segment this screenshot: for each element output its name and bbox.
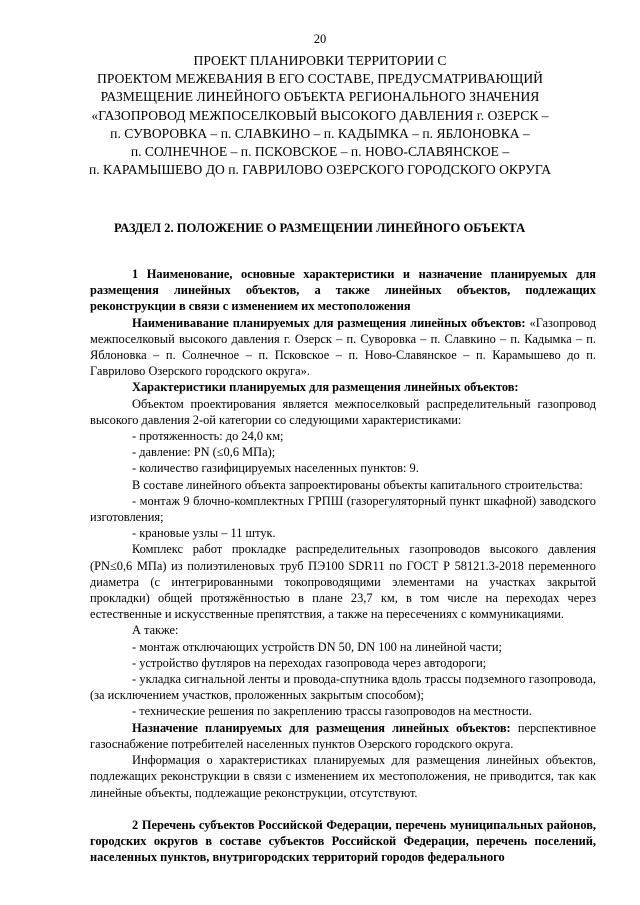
section-heading: РАЗДЕЛ 2. ПОЛОЖЕНИЕ О РАЗМЕЩЕНИИ ЛИНЕЙНОГО ОБЪЕКТА [114,221,526,235]
info-paragraph: Информация о характеристиках планируемых для размещения линейных объектов, подлежащих реконструкции в связи с изменением их местоположения, не приводится, так как линейные объекты, подлежащие реконструкции, отсутствуют. [90,753,596,800]
also-item: - монтаж отключающих устройств DN 50, DN 100 на линейной части; [132,639,502,654]
also-item: - технические решения по закреплению трассы газопроводов на местности. [132,704,532,719]
name-label: Наименивавание планируемых для размещения линейных объектов: [132,315,526,330]
purpose-label: Назначение планируемых для размещения линейных объектов: [132,720,511,735]
title-line: «ГАЗОПРОВОД МЕЖПОСЕЛКОВЫЙ ВЫСОКОГО ДАВЛЕНИЯ г. ОЗЕРСК – [91,107,549,123]
characteristics-intro: Объектом проектирования является межпоселковый распределительный газопровод высокого давления 2-ой категории со следующими характеристиками: [90,396,596,427]
title-line: п. КАРАМЫШЕВО ДО п. ГАВРИЛОВО ОЗЕРСКОГО ГОРОДСКОГО ОКРУГА [88,162,552,178]
title-line: п. СОЛНЕЧНОЕ – п. ПСКОВСКОЕ – п. НОВО-СЛАВЯНСКОЕ – [130,144,510,160]
page-number: 20 [313,32,327,46]
document-body [90,266,596,865]
title-line: РАЗМЕЩЕНИЕ ЛИНЕЙНОГО ОБЪЕКТА РЕГИОНАЛЬНОГО ЗНАЧЕНИЯ [100,89,540,105]
name-paragraph [90,315,596,380]
also-label: А также: [132,623,179,638]
subsection-1-heading: 1 Наименование, основные характеристики и назначение планируемых для размещения линейных объектов, а также линейных объектов, подлежащих реконструкции в связи с изменением их местоположения [90,267,596,314]
also-item: - укладка сигнальной ленты и провода-спутника вдоль трассы подземного газопровода, (за исключением участков, проложенных закрытым способом); [90,672,596,703]
characteristics-item: - давление: PN (≤0,6 МПа); [132,445,276,460]
subsection-2-heading: 2 Перечень субъектов Российской Федерации, перечень муниципальных районов, городских округов в составе субъектов Российской Федерации, перечень поселений, населенных пунктов, внутригородских территорий городов федерального [90,817,596,865]
complex-paragraph: Комплекс работ прокладке распределительных газопроводов высокого давления (PN≤0,6 МПа) из полиэтиленовых труб ПЭ100 SDR11 по ГОСТ Р 58121.3-2018 переменного диаметра (с интегрированными токопроводящими элементами на участках закрытой прокладки) общей протяжённостью в плане 23,7 км, в том числе на переходах через естественные и искусственные препятствия, а также на пересечениях с коммуникациями. [90,542,596,622]
purpose-text: перспективное газоснабжение потребителей населенных пунктов Озерского городского округа. [90,720,596,751]
composition-intro: В составе линейного объекта запроектированы объекты капитального строительства: [132,477,583,492]
characteristics-label: Характеристики планируемых для размещения линейных объектов: [132,380,519,395]
document-title [70,52,570,179]
name-text: «Газопровод межпоселковый высокого давления г. Озерск – п. Суворовка – п. Славкино – п. Кадымка – п. Яблоновка – п. Солнечное – п. Псковское – п. Ново-Славянское – п. Карамышево до п. Гаврилово Озерского городского округа». [90,315,596,379]
characteristics-item: - количество газифицируемых населенных пунктов: 9. [132,461,419,476]
composition-item: - крановые узлы – 11 штук. [132,526,276,541]
composition-item: - монтаж 9 блочно-комплектных ГРПШ (газорегуляторный пункт шкафной) заводского изготовления; [90,493,596,525]
title-line: п. СУВОРОВКА – п. СЛАВКИНО – п. КАДЫМКА – п. ЯБЛОНОВКА – [110,125,530,141]
characteristics-item: - протяженность: до 24,0 км; [132,429,284,444]
purpose-paragraph [90,720,596,752]
title-line: ПРОЕКТ ПЛАНИРОВКИ ТЕРРИТОРИИ С [193,53,447,68]
spacer [90,801,596,817]
title-line: ПРОЕКТОМ МЕЖЕВАНИЯ В ЕГО СОСТАВЕ, ПРЕДУСМАТРИВАЮЩИЙ [97,71,543,87]
also-item: - устройство футляров на переходах газопровода через автодороги; [132,655,487,670]
